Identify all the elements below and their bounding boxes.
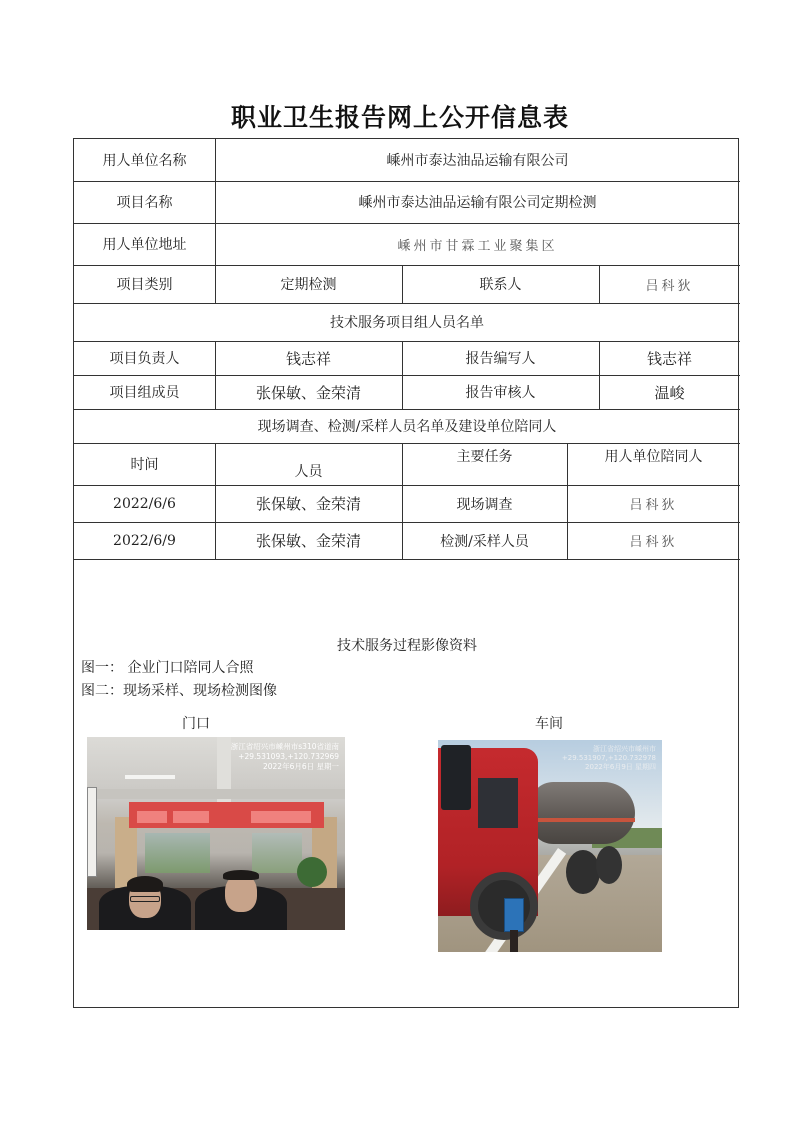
header-task: 主要任务 [456,449,513,465]
visit-staff: 张保敏、金荣清 [255,532,361,550]
photo1-watermark: 浙江省绍兴市嵊州市s310省道南 +29.531093,+120.732969 2022年6月6日 星期一 [230,742,339,771]
reviewer-label: 报告审核人 [465,385,536,401]
figure2-caption: 图二：现场采样、现场检测图像 [81,683,277,699]
photo2-label: 车间 [535,716,563,732]
employer-name-label: 用人单位名称 [102,153,187,169]
project-name-label: 项目名称 [116,195,173,211]
visit-date: 2022/6/6 [113,495,176,512]
employer-address-value: 嵊州市甘霖工业聚集区 [397,238,558,254]
visit-staff: 张保敏、金荣清 [255,495,361,513]
photo2-watermark: 浙江省绍兴市嵊州市 +29.531907,+120.732978 2022年6月9日 星期四 [561,745,656,771]
photo-entrance [87,737,345,930]
members-value: 张保敏、金荣清 [255,383,361,402]
visit-task: 检测/采样人员 [440,533,529,550]
visit-companion: 吕科狄 [629,498,678,513]
row-divider [74,559,740,560]
visit-companion: 吕科狄 [629,535,678,550]
info-table [73,138,739,1008]
header-companion: 用人单位陪同人 [604,449,703,465]
contact-value: 吕科狄 [645,278,694,294]
team-section-title: 技术服务项目组人员名单 [330,315,484,331]
page-title: 职业卫生报告网上公开信息表 [230,103,569,132]
images-section-title: 技术服务过程影像资料 [337,638,477,654]
leader-label: 项目负责人 [109,351,180,367]
writer-label: 报告编写人 [465,351,536,367]
project-type-value: 定期检测 [280,277,337,293]
employer-name-value: 嵊州市泰达油品运输有限公司 [386,153,569,169]
project-type-label: 项目类别 [116,277,173,293]
header-date: 时间 [130,457,159,473]
visit-date: 2022/6/9 [113,532,176,549]
header-staff: 人员 [294,464,323,480]
photo-workshop [438,740,662,952]
photo1-label: 门口 [182,716,210,732]
members-label: 项目组成员 [109,385,180,401]
site-visit-section-title: 现场调查、检测/采样人员名单及建设单位陪同人 [257,419,557,435]
reviewer-value: 温峻 [654,383,685,402]
contact-label: 联系人 [479,277,522,293]
leader-value: 钱志祥 [285,349,331,368]
visit-task: 现场调查 [456,496,513,513]
project-name-value: 嵊州市泰达油品运输有限公司定期检测 [358,195,597,211]
employer-address-label: 用人单位地址 [102,237,187,253]
sampling-device-icon [504,898,524,932]
writer-value: 钱志祥 [646,349,692,368]
figure1-caption: 图一： 企业门口陪同人合照 [81,660,254,676]
